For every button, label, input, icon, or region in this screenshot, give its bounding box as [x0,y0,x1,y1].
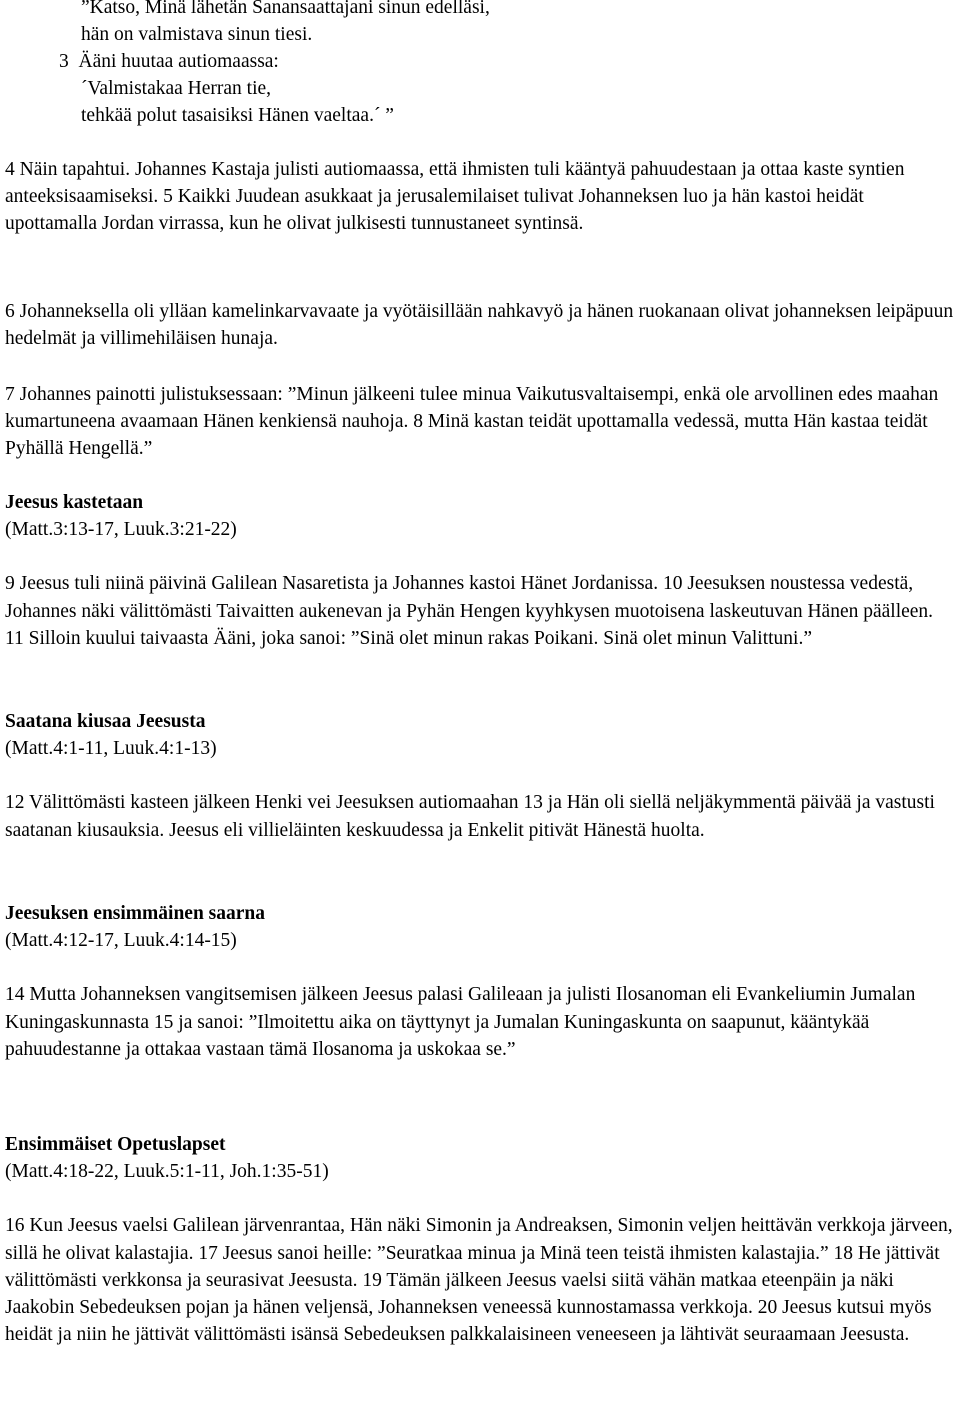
section-text: 12 Välittömästi kasteen jälkeen Henki vei Jeesuksen autiomaahan 13 ja Hän oli siellä neljäkymmentä päivää ja vastusti saatanan kiusauksia. Jeesus eli villieläinten keskuudessa ja Enkelit pitivät Hänestä huolta. [5,792,935,841]
section-reference: (Matt.3:13-17, Luuk.3:21-22) [5,519,237,541]
section-reference: (Matt.4:12-17, Luuk.4:14-15) [5,930,237,952]
paragraph-verse-7: 7 Johannes painotti julistuksessaan: ”Minun jälkeeni tulee minua Vaikutusvaltaisempi, enkä ole arvollinen edes maahan kumartuneena avaamaan Hänen kenkiensä nauhoja. 8 Minä kastan teidät upottamalla vedessä, mutta Hän kastaa teidät Pyhällä Hengellä.” [5,384,939,460]
verse-line: 3 Ääni huutaa autiomaassa: [59,51,279,72]
verse-open-tick: ´ [81,78,88,99]
section-text: 9 Jeesus tuli niinä päivinä Galilean Nasaretista ja Johannes kastoi Hänet Jordanissa. 10 Jeesuksen noustessa vedestä, Johannes näki välittömästi Taivaitten aukenevan ja Pyhän Hengen kyyhkysen muotoisena laskeutuvan Hänen päälleen. 11 Silloin kuului taivaasta Ääni, joka sanoi: ”Sinä olet minun rakas Poikani. Sinä olet minun Valittuni.” [5,573,934,649]
verse-line: ”Katso, Minä lähetän Sanansaattajani sinun edelläsi, [81,0,490,21]
section-text: 16 Kun Jeesus vaelsi Galilean järvenrantaa, Hän näki Simonin ja Andreaksen, Simonin veljen heittävän verkkoja järveen, sillä he olivat kalastajia. 17 Jeesus sanoi heille: ”Seuratkaa minua ja Minä teen teistä ihmisten kalastajia.” 18 He jättivät välittömästi verkkonsa ja seurasivat Jeesusta. 19 Tämän jälkeen Jeesus vaelsi siitä vähän matkaa eteenpäin ja näki Jaakobin Sebedeuksen pojan ja hänen veljensä, Johanneksen veneessä kunnostamassa verkkoja. 20 Jeesus kutsui myös heidät ja niin he jättivät välittömästi isänsä Sebedeuksen palkkalaisineen veneeseen ja lähtivät seuraamaan Jeesusta. [5,1215,953,1346]
paragraph-verse-6: 6 Johanneksella oli ylläan kamelinkarvavaate ja vyötäisillään nahkavyö ja hänen ruokanaan olivat johanneksen leipäpuun hedelmät ja villimehiläisen hunaja. [5,301,954,350]
verse-line: hän on valmistava sinun tiesi. [81,24,313,45]
section-heading: Saatana kiusaa Jeesusta [5,711,206,732]
verse-line: ´Valmistakaa Herran tie, [81,78,272,99]
paragraph-verse-4: 4 Näin tapahtui. Johannes Kastaja julisti autiomaassa, että ihmisten tuli kääntyä pahuudestaan ja ottaa kaste syntien anteeksisaamiseksi. 5 Kaikki Juudean asukkaat ja jerusalemilaiset tulivat Johanneksen luo ja hän kastoi heidät upottamalla Jordan virrassa, kun he olivat julkisesti tunnustaneet syntinsä. [5,159,905,235]
section-ensimmaiset-opetuslapset [5,1131,955,1348]
section-text: 14 Mutta Johanneksen vangitsemisen jälkeen Jeesus palasi Galileaan ja julisti Ilosanoman eli Evankeliumin Jumalan Kuningaskunnasta 15 ja sanoi: ”Ilmoitettu aika on täyttynyt ja Jumalan Kuningaskunta on saapunut, kääntykää pahuudestanne ja ottakaa vastaan tämä Ilosanoma ja uskokaa se.” [5,984,916,1060]
section-ensimmainen-saarna [5,900,955,1063]
section-heading: Jeesuksen ensimmäinen saarna [5,903,266,924]
verse-open-quote: ” [81,0,90,18]
section-jeesus-kastetaan [5,489,955,652]
section-reference: (Matt.4:1-11, Luuk.4:1-13) [5,738,217,760]
section-heading: Jeesus kastetaan [5,492,144,513]
section-saatana-kiusaa [5,708,955,844]
section-reference: (Matt.4:18-22, Luuk.5:1-11, Joh.1:35-51) [5,1161,329,1183]
verse-line: tehkää polut tasaisiksi Hänen vaeltaa.´ ” [81,105,394,126]
section-heading: Ensimmäiset Opetuslapset [5,1134,226,1155]
